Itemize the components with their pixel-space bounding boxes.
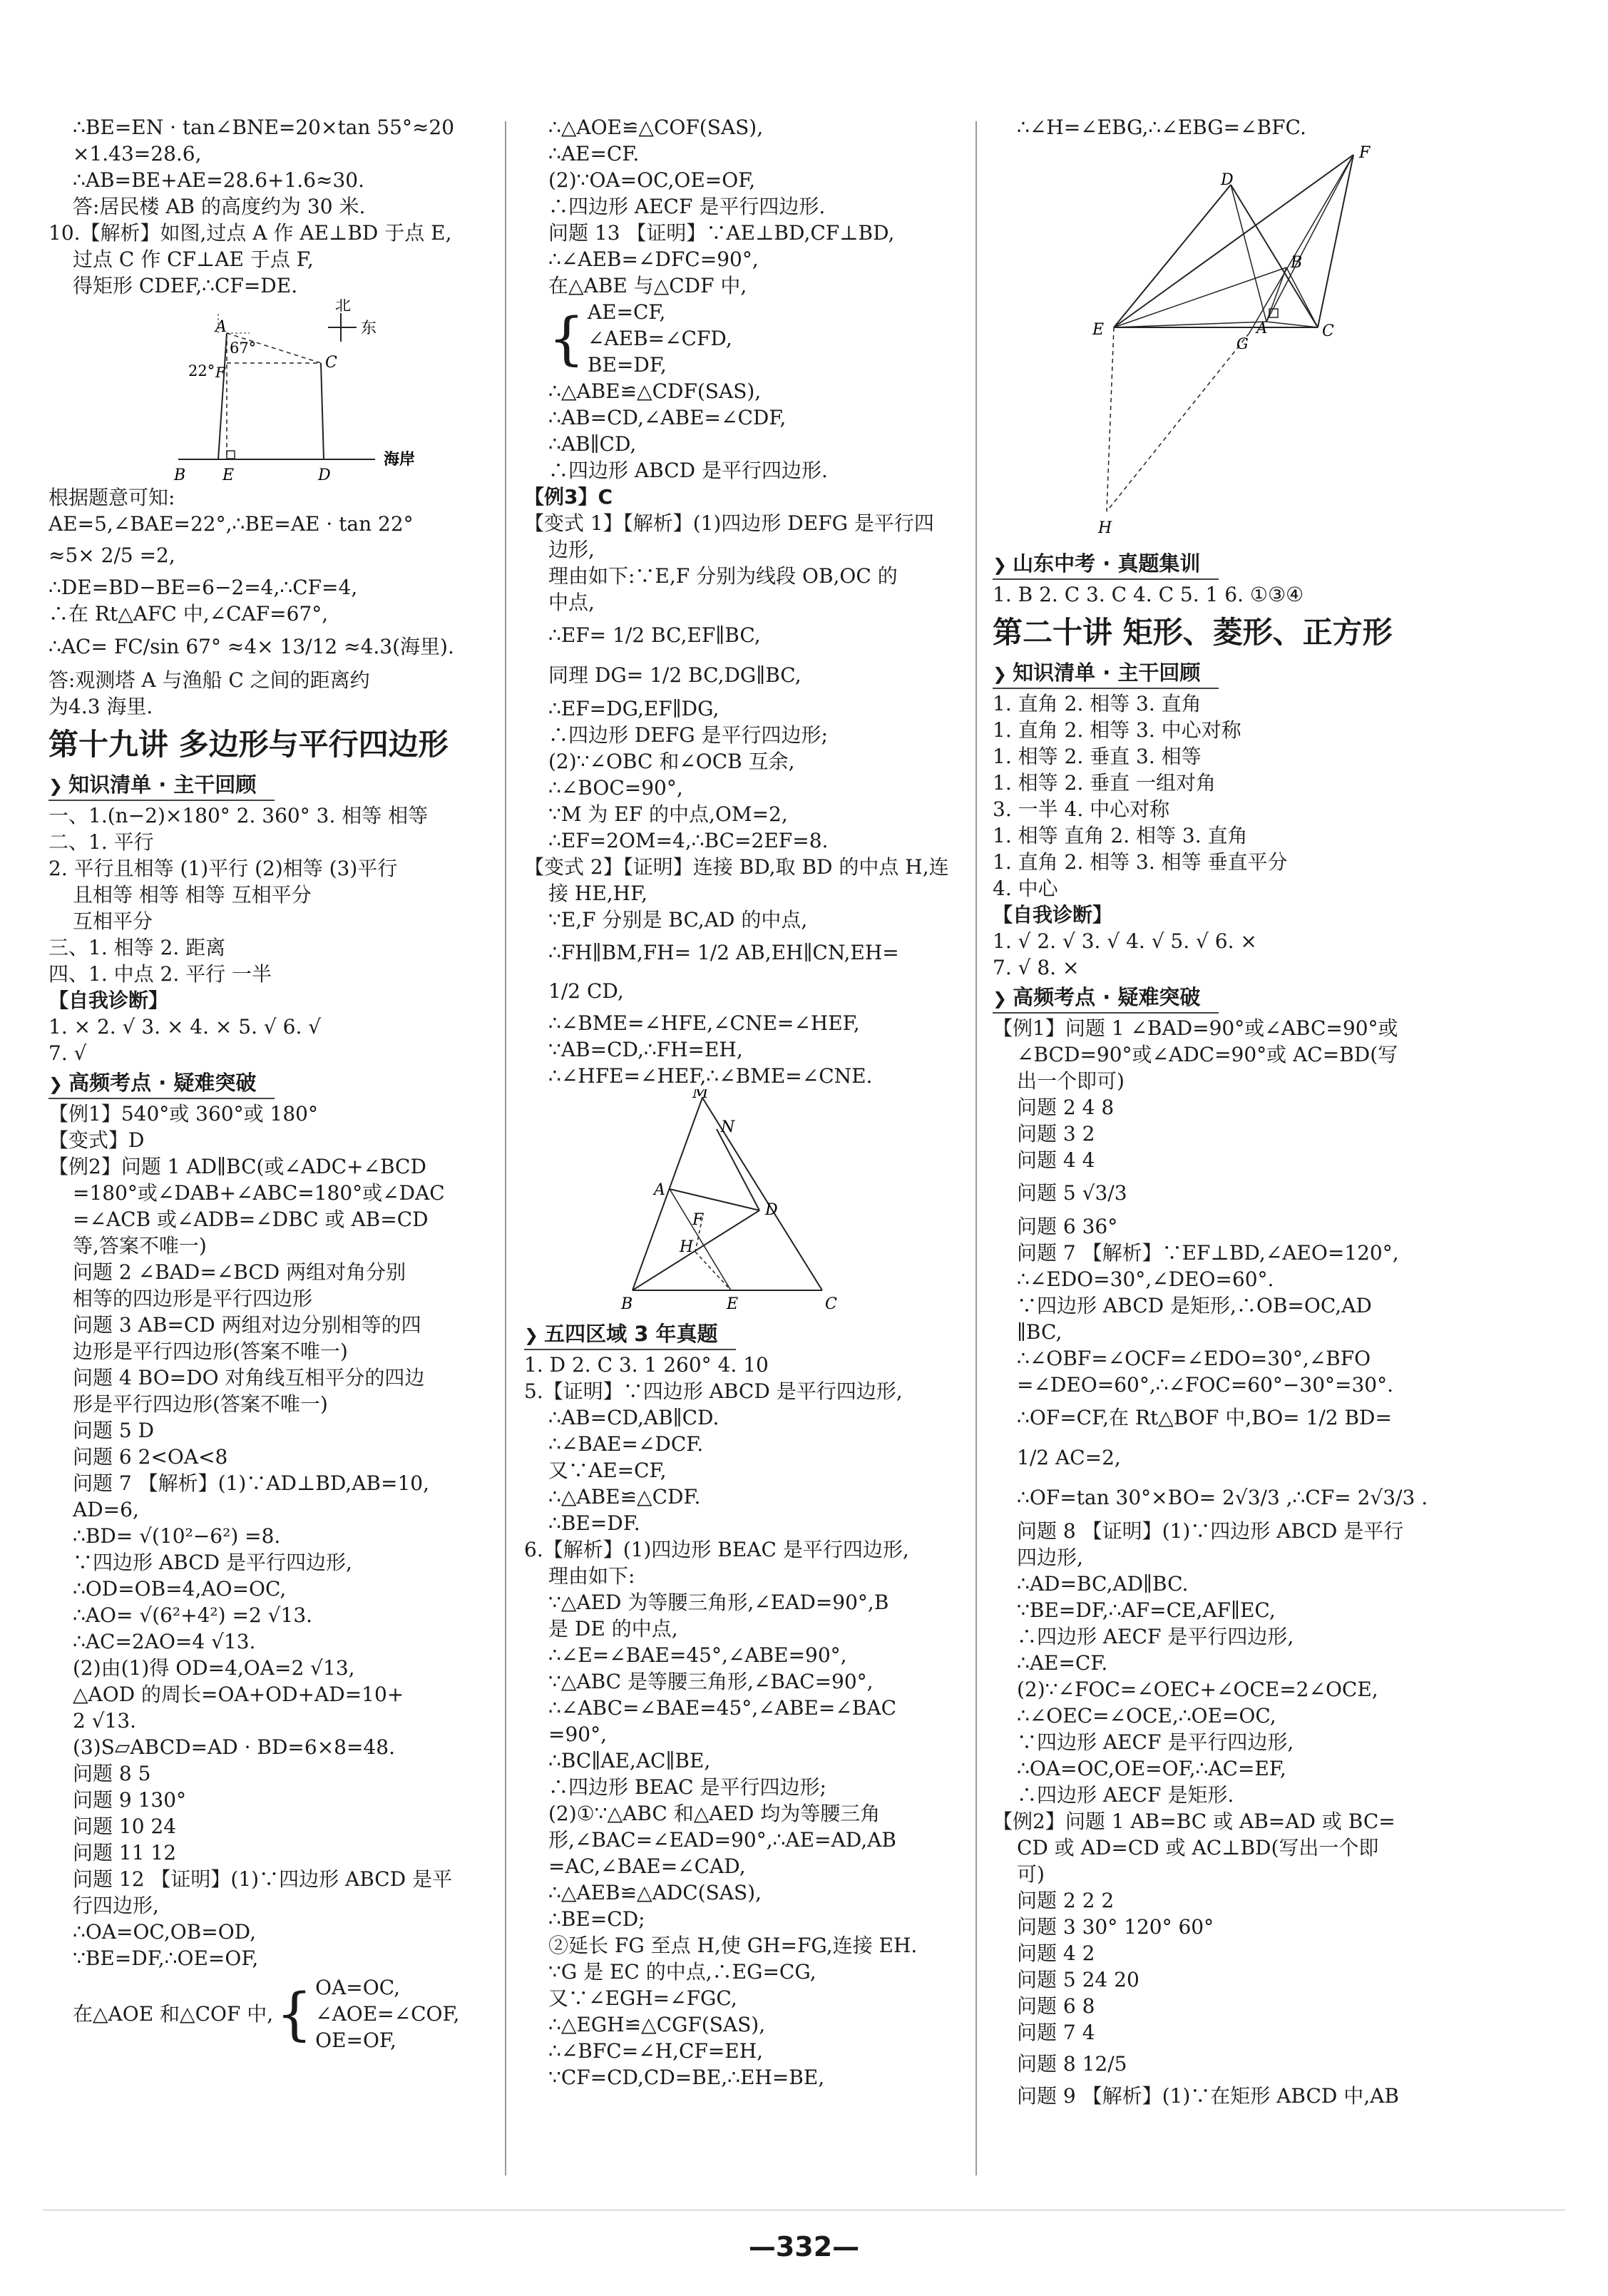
text-line: 四、1. 中点 2. 平行 一半: [48, 962, 272, 986]
point-H: H: [680, 1238, 694, 1256]
text-line: ∴AC=2AO=4 √13.: [73, 1630, 256, 1653]
text-line: AE=CF,: [587, 300, 666, 324]
point-B: B: [621, 1295, 633, 1313]
point-M: M: [692, 1089, 709, 1102]
text-line: 1. 直角 2. 相等 3. 中心对称: [993, 718, 1241, 742]
point-E: E: [1092, 321, 1105, 339]
text-line: △AOD 的周长=OA+OD+AD=10+: [73, 1683, 404, 1706]
point-D: D: [1221, 171, 1234, 189]
text-line: 1. 相等 2. 垂直 3. 相等: [993, 745, 1202, 768]
text-line: 问题 5 24 20: [1017, 1968, 1140, 1991]
text-line: 答:居民楼 AB 的高度约为 30 米.: [73, 195, 366, 218]
text-line: (2)∵OA=OC,OE=OF,: [548, 168, 756, 192]
text-line: 1. 相等 2. 垂直 一组对角: [993, 771, 1217, 795]
text-line: 问题 8 5: [73, 1762, 151, 1785]
text-line: 在△AOE 和△COF 中,: [73, 2002, 274, 2026]
text-line: 问题 6 8: [1017, 1994, 1095, 2018]
section-shandong: ❯ 山东中考 · 真题集训: [993, 550, 1219, 580]
text-line: 【例3】C: [524, 485, 613, 509]
text-line: ∴△AOE≌△COF(SAS),: [548, 116, 764, 139]
text-line: 1. D 2. C 3. 1 260° 4. 10: [524, 1353, 769, 1377]
text-line: 问题 4 BO=DO 对角线互相平分的四边: [73, 1366, 425, 1389]
text-line: ∴BE=DF.: [548, 1511, 640, 1535]
text-line: ∠BCD=90°或∠ADC=90°或 AC=BD(写: [1017, 1043, 1398, 1066]
text-line: ∴OD=OB=4,AO=OC,: [73, 1577, 287, 1601]
text-line: ∴EF=DG,EF∥DG,: [548, 697, 719, 720]
point-F: F: [215, 364, 225, 381]
text-line: ∴∠BOC=90°,: [548, 776, 683, 800]
point-A: A: [215, 318, 227, 336]
text-line: 1. × 2. √ 3. × 4. × 5. √ 6. √: [48, 1015, 322, 1039]
text-line: 1. B 2. C 3. C 4. C 5. 1 6. ①③④: [993, 583, 1304, 606]
text-line: (2)①∵△ABC 和△AED 均为等腰三角: [548, 1802, 881, 1825]
text-line: ∥BC,: [1017, 1320, 1062, 1344]
text-line: ∵四边形 ABCD 是平行四边形,: [73, 1551, 352, 1574]
text-line: 可): [1017, 1862, 1045, 1886]
column-2: [524, 114, 961, 2091]
text-line: 问题 2 ∠BAD=∠BCD 两组对角分别: [73, 1260, 406, 1284]
text-line: CD 或 AD=CD 或 AC⊥BD(写出一个即: [1017, 1836, 1379, 1859]
text-line: 6.【解析】(1)四边形 BEAC 是平行四边形,: [524, 1538, 909, 1561]
text-line: ∴AB=CD,AB∥CD.: [548, 1406, 719, 1429]
text-line: ∴四边形 AECF 是平行四边形,: [1017, 1625, 1294, 1648]
section-high-frequency: ❯ 高频考点 · 疑难突破: [48, 1069, 275, 1099]
text-line: ∵△ABC 是等腰三角形,∠BAC=90°,: [548, 1670, 874, 1693]
text-line: 问题 3 2: [1017, 1122, 1095, 1146]
text-line: 7. √: [48, 1041, 87, 1065]
text-line: 问题 6 36°: [1017, 1215, 1118, 1238]
text-line: ∠AEB=∠CFD,: [587, 327, 732, 350]
text-line: 理由如下:∵E,F 分别为线段 OB,OC 的: [548, 564, 898, 588]
text-line: ×1.43=28.6,: [73, 142, 202, 165]
text-line: 边形是平行四边形(答案不唯一): [73, 1340, 348, 1363]
text-line: 10.【解析】如图,过点 A 作 AE⊥BD 于点 E,: [48, 221, 452, 245]
text-line: 【例1】540°或 360°或 180°: [48, 1102, 318, 1126]
section-wusi: ❯ 五四区域 3 年真题: [524, 1320, 736, 1350]
text-line: 7. √ 8. ×: [993, 956, 1080, 979]
text-line: 1. 直角 2. 相等 3. 相等 垂直平分: [993, 850, 1288, 874]
point-H: H: [1098, 519, 1112, 537]
text-line: ∴AB=BE+AE=28.6+1.6≈30.: [73, 168, 364, 192]
text-line: AD=6,: [73, 1498, 139, 1521]
text-line: 问题 6 2<OA<8: [73, 1445, 228, 1469]
text-line: ∴AO= √(6²+4²) =2 √13.: [73, 1603, 313, 1627]
text-line: 问题 13 【证明】∵AE⊥BD,CF⊥BD,: [548, 221, 895, 245]
text-line: ∴△EGH≌△CGF(SAS),: [548, 2013, 766, 2036]
point-D: D: [765, 1201, 778, 1219]
text-line: ∴AD=BC,AD∥BC.: [1017, 1572, 1189, 1596]
brace-system: [48, 1974, 485, 2053]
text-line: ∠AOE=∠COF,: [315, 2002, 460, 2026]
point-N: N: [721, 1118, 735, 1136]
text-line: ∴EF= 1/2 BC,EF∥BC,: [548, 623, 761, 647]
text-line: ∴FH∥BM,FH= 1/2 AB,EH∥CN,EH=: [548, 941, 899, 964]
text-line: (2)∵∠FOC=∠OEC+∠OCE=2∠OCE,: [1017, 1678, 1378, 1701]
text-line: =∠ACB 或∠ADB=∠DBC 或 AB=CD: [73, 1208, 429, 1231]
text-line: 边形,: [548, 538, 595, 561]
point-C: C: [325, 354, 337, 372]
text-line: 问题 5 D: [73, 1419, 155, 1442]
text-line: ∴BE=EN · tan∠BNE=20×tan 55°≈20: [73, 116, 455, 139]
text-line: ∵G 是 EC 的中点,∴EG=CG,: [548, 1960, 816, 1984]
text-line: ∴∠AEB=∠DFC=90°,: [548, 248, 759, 271]
text-line: 出一个即可): [1017, 1069, 1125, 1093]
text-line: ∴∠H=∠EBG,∴∠EBG=∠BFC.: [1017, 116, 1306, 139]
point-E: E: [727, 1295, 739, 1313]
text-line: ∴BE=CD;: [548, 1907, 645, 1931]
text-line: 问题 4 4: [1017, 1148, 1095, 1172]
text-line: 5.【证明】∵四边形 ABCD 是平行四边形,: [524, 1379, 903, 1403]
text-line: 问题 3 30° 120° 60°: [1017, 1915, 1214, 1939]
text-line: ∴四边形 AECF 是平行四边形.: [548, 195, 826, 218]
column-3: [993, 114, 1449, 2109]
text-line: 形是平行四边形(答案不唯一): [73, 1392, 328, 1416]
text-line: ∴BC∥AE,AC∥BE,: [548, 1749, 711, 1772]
page-number: —332—: [748, 2231, 860, 2262]
point-B: B: [1291, 254, 1303, 272]
text-line: ②延长 FG 至点 H,使 GH=FG,连接 EH.: [548, 1934, 918, 1957]
point-D: D: [318, 466, 331, 484]
text-line: ∴∠BME=∠HFE,∠CNE=∠HEF,: [548, 1011, 860, 1035]
text-line: 中点,: [548, 591, 595, 614]
text-line: 【例2】问题 1 AD∥BC(或∠ADC+∠BCD: [48, 1155, 426, 1178]
section-knowledge: ❯ 知识清单 · 主干回顾: [993, 659, 1219, 689]
figure-quadrilateral: [524, 1089, 961, 1317]
brace-system: [524, 299, 961, 378]
text-line: ∴四边形 DEFG 是平行四边形;: [548, 723, 828, 747]
text-line: 为4.3 海里.: [48, 695, 153, 718]
self-diagnosis-title: 【自我诊断】: [48, 989, 169, 1012]
point-F: F: [1359, 144, 1371, 162]
text-line: 一、1.(n−2)×180° 2. 360° 3. 相等 相等: [48, 804, 429, 827]
text-line: 2 √13.: [73, 1709, 137, 1733]
text-line: ∴∠OBF=∠OCF=∠EDO=30°,∠BFO: [1017, 1347, 1371, 1370]
text-line: ∴∠E=∠BAE=45°,∠ABE=90°,: [548, 1643, 847, 1667]
text-line: 根据题意可知:: [48, 486, 175, 509]
text-line: ∴∠EDO=30°,∠DEO=60°.: [1017, 1267, 1274, 1291]
text-line: 且相等 相等 相等 互相平分: [73, 883, 312, 907]
text-line: ∴OF=tan 30°×BO= 2√3/3 ,∴CF= 2√3/3 .: [1017, 1486, 1428, 1509]
point-F: F: [692, 1211, 704, 1229]
angle-label: 22°: [188, 362, 215, 379]
section-high-frequency: ❯ 高频考点 · 疑难突破: [993, 984, 1219, 1014]
text-line: 是 DE 的中点,: [548, 1617, 678, 1641]
text-line: 互相平分: [73, 909, 153, 933]
text-line: 问题 7 【解析】∵EF⊥BD,∠AEO=120°,: [1017, 1241, 1399, 1265]
east-label: 东: [361, 320, 377, 337]
text-line: 【例2】问题 1 AB=BC 或 AB=AD 或 BC=: [993, 1810, 1396, 1833]
text-line: 1/2 AC=2,: [1017, 1446, 1121, 1469]
lecture-20-heading: 第二十讲 矩形、菱形、正方形: [993, 615, 1393, 650]
text-line: 问题 11 12: [73, 1841, 177, 1864]
text-line: 问题 9 【解析】(1)∵在矩形 ABCD 中,AB: [1017, 2084, 1399, 2108]
text-line: BE=DF,: [587, 353, 667, 377]
text-line: ∴四边形 AECF 是矩形.: [1017, 1783, 1234, 1807]
lecture-19-heading: 第十九讲 多边形与平行四边形: [48, 727, 449, 762]
text-line: ∴DE=BD−BE=6−2=4,∴CF=4,: [48, 576, 358, 599]
column-1: [48, 114, 485, 2053]
text-line: ∴△AEB≌△ADC(SAS),: [548, 1881, 762, 1904]
text-line: 得矩形 CDEF,∴CF=DE.: [73, 274, 298, 297]
text-line: ∵E,F 分别是 BC,AD 的中点,: [548, 908, 808, 932]
text-line: 【变式 2】【证明】连接 BD,取 BD 的中点 H,连: [524, 855, 949, 879]
text-line: 1. 直角 2. 相等 3. 直角: [993, 692, 1202, 715]
text-line: (2)由(1)得 OD=4,OA=2 √13,: [73, 1656, 355, 1680]
text-line: 又∵∠EGH=∠FGC,: [548, 1986, 737, 2010]
text-line: ∴AE=CF.: [548, 142, 640, 165]
text-line: 三、1. 相等 2. 距离: [48, 936, 226, 959]
text-line: ∴OA=OC,OB=OD,: [73, 1920, 257, 1944]
text-line: 相等的四边形是平行四边形: [73, 1287, 313, 1310]
text-line: 过点 C 作 CF⊥AE 于点 F,: [73, 248, 314, 271]
text-line: ∴AB=CD,∠ABE=∠CDF,: [548, 406, 787, 429]
text-line: ∴∠ABC=∠BAE=45°,∠ABE=∠BAC: [548, 1696, 897, 1720]
text-line: ∴AE=CF.: [1017, 1651, 1108, 1675]
figure-coast-observation: [48, 299, 485, 484]
text-line: ∵AB=CD,∴FH=EH,: [548, 1038, 743, 1061]
text-line: 四边形,: [1017, 1546, 1083, 1569]
text-line: 【变式】D: [48, 1128, 145, 1152]
text-line: ∴∠BFC=∠H,CF=EH,: [548, 2039, 764, 2063]
text-line: ∴∠BAE=∠DCF.: [548, 1432, 704, 1456]
text-line: =AC,∠BAE=∠CAD,: [548, 1854, 746, 1878]
text-line: 1. 相等 直角 2. 相等 3. 直角: [993, 824, 1248, 847]
text-line: 问题 12 【证明】(1)∵四边形 ABCD 是平: [73, 1867, 453, 1891]
text-line: =180°或∠DAB+∠ABC=180°或∠DAC: [73, 1181, 445, 1205]
text-line: ∵BE=DF,∴AF=CE,AF∥EC,: [1017, 1598, 1276, 1622]
point-E: E: [222, 466, 235, 484]
text-line: 问题 4 2: [1017, 1942, 1095, 1965]
text-line: 形,∠BAC=∠EAD=90°,∴AE=AD,AB: [548, 1828, 896, 1852]
text-line: ∴OF=CF,在 Rt△BOF 中,BO= 1/2 BD=: [1017, 1406, 1392, 1429]
angle-label: 67°: [230, 340, 257, 357]
point-C: C: [825, 1295, 837, 1313]
point-A: A: [1256, 320, 1268, 337]
north-label: 北: [335, 299, 352, 315]
text-line: 问题 8 【证明】(1)∵四边形 ABCD 是平行: [1017, 1519, 1404, 1543]
text-line: ∵BE=DF,∴OE=OF,: [73, 1947, 259, 1970]
text-line: 行四边形,: [73, 1894, 159, 1917]
text-line: 3. 一半 4. 中心对称: [993, 797, 1170, 821]
text-line: 问题 10 24: [73, 1815, 177, 1838]
text-line: 接 HE,HF,: [548, 882, 648, 905]
point-B: B: [174, 466, 186, 484]
text-line: =90°,: [548, 1723, 607, 1746]
column-divider: [975, 121, 977, 2175]
text-line: ∴EF=2OM=4,∴BC=2EF=8.: [548, 829, 829, 852]
text-line: ∴AC= FC/sin 67° ≈4× 13/12 ≈4.3(海里).: [48, 635, 454, 658]
text-line: ∴∠OEC=∠OCE,∴OE=OC,: [1017, 1704, 1276, 1728]
section-knowledge: ❯ 知识清单 · 主干回顾: [48, 771, 275, 801]
text-line: 【变式 1】【解析】(1)四边形 DEFG 是平行四: [524, 511, 934, 535]
text-line: ∴BD= √(10²−6²) =8.: [73, 1524, 281, 1548]
text-line: (2)∵∠OBC 和∠OCB 互余,: [548, 750, 795, 773]
text-line: ∴在 Rt△AFC 中,∠CAF=67°,: [48, 602, 329, 626]
text-line: 问题 5 √3/3: [1017, 1181, 1127, 1205]
text-line: 问题 2 4 8: [1017, 1096, 1115, 1119]
text-line: ∴△ABE≌△CDF(SAS),: [548, 379, 762, 403]
column-divider: [505, 121, 506, 2175]
text-line: 问题 8 12/5: [1017, 2052, 1127, 2076]
text-line: ∴四边形 BEAC 是平行四边形;: [548, 1775, 826, 1799]
text-line: ∵△AED 为等腰三角形,∠EAD=90°,B: [548, 1591, 889, 1614]
text-line: ∵CF=CD,CD=BE,∴EH=BE,: [548, 2066, 825, 2089]
text-line: 答:观测塔 A 与渔船 C 之间的距离约: [48, 668, 370, 692]
text-line: 又∵AE=CF,: [548, 1459, 667, 1482]
text-line: 理由如下:: [548, 1564, 635, 1588]
text-line: 问题 9 130°: [73, 1788, 187, 1812]
text-line: 等,答案不唯一): [73, 1234, 207, 1257]
text-line: 【例1】问题 1 ∠BAD=90°或∠ABC=90°或: [993, 1016, 1398, 1040]
text-line: 4. 中心: [993, 877, 1058, 900]
text-line: OA=OC,: [315, 1976, 401, 1999]
text-line: 同理 DG= 1/2 BC,DG∥BC,: [548, 663, 802, 687]
text-line: ≈5× 2/5 =2,: [48, 544, 175, 567]
brace: {: [276, 1980, 313, 2047]
text-line: 问题 7 【解析】(1)∵AD⊥BD,AB=10,: [73, 1471, 429, 1495]
point-A: A: [654, 1181, 665, 1199]
text-line: AE=5,∠BAE=22°,∴BE=AE · tan 22°: [48, 512, 414, 536]
brace: {: [548, 305, 585, 372]
text-line: ∵四边形 ABCD 是矩形,∴OB=OC,AD: [1017, 1294, 1372, 1317]
text-line: =∠DEO=60°,∴∠FOC=60°−30°=30°.: [1017, 1373, 1394, 1397]
text-line: OE=OF,: [315, 2029, 396, 2052]
text-line: 问题 2 2 2: [1017, 1889, 1115, 1912]
text-line: ∵M 为 EF 的中点,OM=2,: [548, 802, 788, 826]
text-line: (3)S▱ABCD=AD · BD=6×8=48.: [73, 1735, 395, 1759]
text-line: 1. √ 2. √ 3. √ 4. √ 5. √ 6. ×: [993, 929, 1257, 953]
self-diagnosis-title: 【自我诊断】: [993, 903, 1113, 927]
figure-triangle-construction: [993, 141, 1449, 547]
coast-label: 海岸: [384, 450, 416, 469]
text-line: 二、1. 平行: [48, 830, 154, 854]
point-G: G: [1236, 335, 1249, 352]
text-line: ∴AB∥CD,: [548, 432, 637, 456]
text-line: ∵四边形 AECF 是平行四边形,: [1017, 1730, 1294, 1754]
text-line: 问题 3 AB=CD 两组对边分别相等的四: [73, 1313, 421, 1337]
text-line: ∴△ABE≌△CDF.: [548, 1485, 701, 1509]
text-line: ∴∠HFE=∠HEF,∴∠BME=∠CNE.: [548, 1064, 873, 1088]
point-C: C: [1322, 322, 1334, 340]
text-line: 1/2 CD,: [548, 979, 624, 1003]
text-line: 2. 平行且相等 (1)平行 (2)相等 (3)平行: [48, 857, 398, 880]
text-line: 在△ABE 与△CDF 中,: [548, 274, 747, 297]
text-line: 问题 7 4: [1017, 2021, 1095, 2044]
text-line: ∴OA=OC,OE=OF,∴AC=EF,: [1017, 1757, 1286, 1780]
text-line: ∴四边形 ABCD 是平行四边形.: [548, 459, 828, 482]
